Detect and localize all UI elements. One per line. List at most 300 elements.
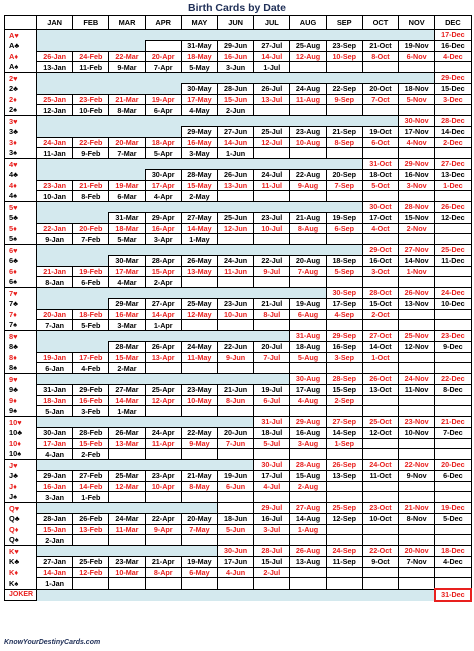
- date-cell: 28-Nov: [399, 202, 435, 213]
- empty-cell: [145, 417, 181, 428]
- date-cell: 15-Feb: [73, 438, 109, 449]
- date-cell: 7-May: [181, 524, 217, 535]
- card-label: 5♦: [5, 223, 37, 234]
- date-cell: 13-Feb: [73, 524, 109, 535]
- date-cell: 31-Oct: [362, 159, 398, 170]
- empty-cell: [362, 116, 398, 127]
- date-cell: [181, 406, 217, 417]
- empty-cell: [37, 546, 73, 557]
- date-cell: 25-Apr: [145, 384, 181, 395]
- empty-cell: [109, 503, 145, 514]
- empty-cell: [37, 255, 73, 266]
- empty-cell: [37, 245, 73, 256]
- date-cell: 30-Aug: [290, 374, 326, 385]
- empty-cell: [290, 30, 326, 41]
- card-label: J♦: [5, 481, 37, 492]
- date-cell: [435, 524, 471, 535]
- date-cell: 6-Mar: [109, 191, 145, 202]
- page-title: Birth Cards by Date: [187, 2, 287, 14]
- empty-cell: [73, 374, 109, 385]
- empty-cell: [145, 503, 181, 514]
- date-cell: 23-May: [181, 384, 217, 395]
- date-cell: 28-Mar: [109, 341, 145, 352]
- card-row: [5, 202, 472, 213]
- date-cell: [109, 449, 145, 460]
- date-cell: 17-Jan: [37, 438, 73, 449]
- date-cell: 24-Jan: [37, 137, 73, 148]
- card-row: [5, 331, 472, 342]
- card-row: [5, 180, 472, 191]
- date-cell: 23-Aug: [290, 126, 326, 137]
- date-cell: 13-Oct: [362, 384, 398, 395]
- date-cell: 28-Sep: [326, 374, 362, 385]
- date-cell: [362, 406, 398, 417]
- empty-cell: [218, 245, 254, 256]
- date-cell: 29-Apr: [145, 212, 181, 223]
- date-cell: 2-Feb: [73, 449, 109, 460]
- date-cell: [435, 148, 471, 159]
- date-cell: 25-Mar: [109, 470, 145, 481]
- date-cell: 3-Jun: [218, 62, 254, 73]
- card-label: JOKER: [5, 589, 37, 601]
- card-label: 4♠: [5, 191, 37, 202]
- date-cell: 12-Jan: [37, 105, 73, 116]
- date-cell: [362, 105, 398, 116]
- date-cell: 19-Dec: [435, 503, 471, 514]
- date-cell: [290, 191, 326, 202]
- date-cell: 11-Jun: [218, 266, 254, 277]
- date-cell: [181, 578, 217, 589]
- empty-cell: [109, 159, 145, 170]
- date-cell: [290, 277, 326, 288]
- date-cell: [290, 535, 326, 546]
- date-cell: 22-Feb: [73, 137, 109, 148]
- date-cell: 26-Aug: [290, 546, 326, 557]
- card-label: 5♠: [5, 234, 37, 245]
- card-row: [5, 223, 472, 234]
- date-cell: [435, 277, 471, 288]
- date-cell: 19-Nov: [399, 40, 435, 51]
- date-cell: 5-Apr: [145, 148, 181, 159]
- date-cell: 2-Jun: [218, 105, 254, 116]
- date-cell: [435, 223, 471, 234]
- date-cell: 29-Aug: [290, 417, 326, 428]
- date-cell: 10-Feb: [73, 105, 109, 116]
- empty-cell: [362, 589, 398, 601]
- date-cell: 30-Sep: [326, 288, 362, 299]
- date-cell: 10-Jan: [37, 191, 73, 202]
- card-row: [5, 556, 472, 567]
- empty-cell: [73, 116, 109, 127]
- date-cell: 2-Sep: [326, 395, 362, 406]
- date-cell: 1-Sep: [326, 438, 362, 449]
- date-cell: [326, 148, 362, 159]
- date-cell: 14-Dec: [435, 126, 471, 137]
- month-header-jan: JAN: [37, 16, 73, 30]
- date-cell: 27-Oct: [362, 331, 398, 342]
- date-cell: 5-Jan: [37, 406, 73, 417]
- date-cell: 13-Jun: [218, 180, 254, 191]
- date-cell: 1-Aug: [290, 524, 326, 535]
- date-cell: 26-Mar: [109, 427, 145, 438]
- date-cell: 20-Jan: [37, 309, 73, 320]
- date-cell: 12-Aug: [290, 51, 326, 62]
- date-cell: [254, 363, 290, 374]
- empty-cell: [145, 374, 181, 385]
- date-cell: 7-Apr: [145, 62, 181, 73]
- date-cell: 18-Apr: [145, 137, 181, 148]
- empty-cell: [181, 30, 217, 41]
- date-cell: [399, 524, 435, 535]
- date-cell: 18-May: [181, 51, 217, 62]
- date-cell: 13-Aug: [290, 556, 326, 567]
- date-cell: [435, 62, 471, 73]
- card-label: 2♠: [5, 105, 37, 116]
- date-cell: 9-Sep: [326, 94, 362, 105]
- date-cell: 17-Apr: [145, 180, 181, 191]
- date-cell: 7-Jul: [254, 352, 290, 363]
- date-cell: [435, 481, 471, 492]
- date-cell: 10-Jul: [254, 223, 290, 234]
- card-row: [5, 62, 472, 73]
- date-cell: 16-Apr: [145, 223, 181, 234]
- date-cell: [254, 320, 290, 331]
- date-cell: [399, 492, 435, 503]
- card-row: [5, 460, 472, 471]
- date-cell: 8-Apr: [145, 567, 181, 578]
- empty-cell: [37, 503, 73, 514]
- date-cell: [399, 406, 435, 417]
- card-label: 5♣: [5, 212, 37, 223]
- date-cell: 16-Jul: [254, 513, 290, 524]
- date-cell: 8-Aug: [290, 223, 326, 234]
- date-cell: 31-May: [181, 40, 217, 51]
- date-cell: 12-Dec: [435, 212, 471, 223]
- date-cell: 28-May: [181, 169, 217, 180]
- date-cell: [435, 492, 471, 503]
- date-cell: 22-Sep: [326, 83, 362, 94]
- date-cell: 17-Mar: [109, 266, 145, 277]
- date-cell: [181, 535, 217, 546]
- card-row: [5, 309, 472, 320]
- date-cell: 9-Jan: [37, 234, 73, 245]
- date-cell: 28-Aug: [290, 460, 326, 471]
- empty-cell: [145, 202, 181, 213]
- date-cell: 24-Mar: [109, 513, 145, 524]
- date-cell: 7-Jan: [37, 320, 73, 331]
- date-cell: 14-Mar: [109, 395, 145, 406]
- date-cell: [399, 363, 435, 374]
- date-cell: 3-Feb: [73, 406, 109, 417]
- date-cell: 16-May: [181, 137, 217, 148]
- date-cell: [435, 578, 471, 589]
- date-cell: 21-Nov: [399, 503, 435, 514]
- date-cell: 15-Sep: [326, 384, 362, 395]
- date-cell: 19-Jul: [254, 384, 290, 395]
- date-cell: 27-Jun: [218, 126, 254, 137]
- date-cell: 6-Jun: [218, 481, 254, 492]
- date-cell: [290, 234, 326, 245]
- date-cell: [181, 363, 217, 374]
- empty-cell: [181, 159, 217, 170]
- date-cell: 27-Jan: [37, 556, 73, 567]
- date-cell: 18-Aug: [290, 341, 326, 352]
- card-label: 7♣: [5, 298, 37, 309]
- date-cell: 22-Dec: [435, 374, 471, 385]
- date-cell: 29-Jul: [254, 503, 290, 514]
- date-cell: 18-Sep: [326, 255, 362, 266]
- date-cell: [362, 578, 398, 589]
- date-cell: [290, 492, 326, 503]
- empty-cell: [37, 417, 73, 428]
- date-cell: 11-May: [181, 352, 217, 363]
- empty-cell: [181, 73, 217, 84]
- date-cell: [326, 524, 362, 535]
- date-cell: 6-Aug: [290, 309, 326, 320]
- date-cell: [326, 234, 362, 245]
- month-header-aug: AUG: [290, 16, 326, 30]
- card-row: [5, 159, 472, 170]
- empty-cell: [254, 331, 290, 342]
- date-cell: [435, 535, 471, 546]
- date-cell: 16-Nov: [399, 169, 435, 180]
- card-row: [5, 395, 472, 406]
- date-cell: 28-Jan: [37, 513, 73, 524]
- date-cell: 6-Oct: [362, 137, 398, 148]
- empty-cell: [181, 589, 217, 601]
- empty-cell: [73, 546, 109, 557]
- empty-cell: [145, 126, 181, 137]
- date-cell: 30-May: [181, 83, 217, 94]
- card-label: 9♣: [5, 384, 37, 395]
- date-cell: 8-May: [181, 481, 217, 492]
- date-cell: [181, 449, 217, 460]
- empty-cell: [218, 288, 254, 299]
- date-cell: [399, 277, 435, 288]
- date-cell: 29-Nov: [399, 159, 435, 170]
- card-row: [5, 40, 472, 51]
- date-cell: 1-Nov: [399, 266, 435, 277]
- date-cell: 17-Jul: [254, 470, 290, 481]
- date-cell: [399, 481, 435, 492]
- empty-cell: [218, 417, 254, 428]
- date-cell: [254, 191, 290, 202]
- date-cell: 14-Jan: [37, 567, 73, 578]
- date-cell: 6-Jul: [254, 395, 290, 406]
- date-cell: 4-Jun: [218, 567, 254, 578]
- date-cell: 9-Apr: [145, 524, 181, 535]
- date-cell: 5-May: [181, 62, 217, 73]
- card-row: [5, 374, 472, 385]
- card-label: 4♥: [5, 159, 37, 170]
- date-cell: 11-Sep: [326, 556, 362, 567]
- date-cell: 6-May: [181, 567, 217, 578]
- date-cell: [145, 578, 181, 589]
- card-row: [5, 126, 472, 137]
- date-cell: [362, 395, 398, 406]
- date-cell: 24-Dec: [435, 288, 471, 299]
- empty-cell: [109, 331, 145, 342]
- date-cell: [435, 309, 471, 320]
- month-header-feb: FEB: [73, 16, 109, 30]
- date-cell: 13-Jan: [37, 62, 73, 73]
- date-cell: 20-Dec: [435, 460, 471, 471]
- date-cell: 30-Apr: [145, 169, 181, 180]
- date-cell: 1-Mar: [109, 406, 145, 417]
- date-cell: [326, 481, 362, 492]
- date-cell: [254, 234, 290, 245]
- date-cell: [326, 277, 362, 288]
- date-cell: 6-Jan: [37, 363, 73, 374]
- card-label: J♥: [5, 460, 37, 471]
- date-cell: [218, 277, 254, 288]
- card-row: [5, 30, 472, 41]
- card-label: 3♠: [5, 148, 37, 159]
- date-cell: 4-Sep: [326, 309, 362, 320]
- date-cell: [73, 578, 109, 589]
- date-cell: 19-Sep: [326, 212, 362, 223]
- date-cell: 12-Nov: [399, 341, 435, 352]
- date-cell: 5-Oct: [362, 180, 398, 191]
- empty-cell: [109, 202, 145, 213]
- month-header-apr: APR: [145, 16, 181, 30]
- empty-cell: [37, 30, 73, 41]
- card-label: A♠: [5, 62, 37, 73]
- card-row: [5, 524, 472, 535]
- date-cell: 26-Apr: [145, 341, 181, 352]
- date-cell: 15-May: [181, 180, 217, 191]
- date-cell: [254, 449, 290, 460]
- empty-cell: [37, 460, 73, 471]
- date-cell: 10-Aug: [290, 137, 326, 148]
- date-cell: 26-Jan: [37, 51, 73, 62]
- date-cell: 19-Feb: [73, 266, 109, 277]
- date-cell: [362, 535, 398, 546]
- date-cell: 5-Jun: [218, 524, 254, 535]
- card-label: 2♦: [5, 94, 37, 105]
- date-cell: 29-Jan: [37, 470, 73, 481]
- empty-cell: [290, 589, 326, 601]
- date-cell: [326, 535, 362, 546]
- card-row: [5, 277, 472, 288]
- date-cell: [290, 406, 326, 417]
- date-cell: 31-Mar: [109, 212, 145, 223]
- date-cell: [254, 105, 290, 116]
- date-cell: 1-Feb: [73, 492, 109, 503]
- date-cell: 14-Jul: [254, 51, 290, 62]
- date-cell: 19-Jun: [218, 470, 254, 481]
- date-cell: 24-Aug: [290, 83, 326, 94]
- empty-cell: [181, 116, 217, 127]
- date-cell: [218, 449, 254, 460]
- date-cell: [399, 191, 435, 202]
- date-cell: 14-Oct: [362, 341, 398, 352]
- month-header-nov: NOV: [399, 16, 435, 30]
- empty-cell: [145, 83, 181, 94]
- date-cell: 18-Jan: [37, 395, 73, 406]
- empty-cell: [109, 589, 145, 601]
- month-header-sep: SEP: [326, 16, 362, 30]
- card-label: 9♠: [5, 406, 37, 417]
- date-cell: [218, 320, 254, 331]
- empty-cell: [73, 417, 109, 428]
- card-label: 2♥: [5, 73, 37, 84]
- date-cell: [326, 62, 362, 73]
- card-row: [5, 363, 472, 374]
- date-cell: 13-Dec: [435, 169, 471, 180]
- date-cell: [362, 363, 398, 374]
- date-cell: 10-Oct: [362, 513, 398, 524]
- date-cell: 28-Jun: [218, 83, 254, 94]
- date-cell: 4-Nov: [399, 137, 435, 148]
- date-cell: [362, 449, 398, 460]
- date-cell: 25-Nov: [399, 331, 435, 342]
- date-cell: 1-May: [181, 234, 217, 245]
- date-cell: 23-Jun: [218, 298, 254, 309]
- date-cell: [109, 535, 145, 546]
- date-cell: 10-Nov: [399, 427, 435, 438]
- card-label: K♣: [5, 556, 37, 567]
- empty-cell: [399, 589, 435, 601]
- date-cell: 26-May: [181, 255, 217, 266]
- empty-cell: [145, 589, 181, 601]
- card-row: [5, 535, 472, 546]
- date-cell: 25-Sep: [326, 503, 362, 514]
- card-label: 2♣: [5, 83, 37, 94]
- empty-cell: [326, 589, 362, 601]
- date-cell: [145, 363, 181, 374]
- date-cell: 19-May: [181, 556, 217, 567]
- date-cell: 30-Mar: [109, 255, 145, 266]
- empty-cell: [181, 331, 217, 342]
- date-cell: 21-Sep: [326, 126, 362, 137]
- card-label: 8♦: [5, 352, 37, 363]
- date-cell: [254, 535, 290, 546]
- empty-cell: [181, 288, 217, 299]
- date-cell: 28-Oct: [362, 288, 398, 299]
- date-cell: [399, 567, 435, 578]
- date-cell: 11-Aug: [290, 94, 326, 105]
- empty-cell: [326, 159, 362, 170]
- date-cell: [181, 277, 217, 288]
- date-cell: 13-Apr: [145, 352, 181, 363]
- empty-cell: [290, 288, 326, 299]
- empty-cell: [399, 30, 435, 41]
- date-cell: 12-Jul: [254, 137, 290, 148]
- empty-cell: [73, 169, 109, 180]
- month-header-oct: OCT: [362, 16, 398, 30]
- date-cell: 27-Jul: [254, 40, 290, 51]
- date-cell: 17-Sep: [326, 298, 362, 309]
- date-cell: 9-May: [181, 438, 217, 449]
- empty-cell: [218, 73, 254, 84]
- date-cell: 6-Dec: [435, 470, 471, 481]
- date-cell: 13-Mar: [109, 438, 145, 449]
- date-cell: 7-Feb: [73, 234, 109, 245]
- date-cell: 8-Feb: [73, 191, 109, 202]
- date-cell: 10-Apr: [145, 481, 181, 492]
- date-cell: 2-Nov: [399, 223, 435, 234]
- date-cell: 4-Dec: [435, 51, 471, 62]
- date-cell: 21-Apr: [145, 556, 181, 567]
- empty-cell: [109, 169, 145, 180]
- card-label: K♠: [5, 578, 37, 589]
- card-row: [5, 320, 472, 331]
- empty-cell: [73, 202, 109, 213]
- date-cell: 26-Jun: [218, 169, 254, 180]
- empty-cell: [145, 288, 181, 299]
- date-cell: [290, 567, 326, 578]
